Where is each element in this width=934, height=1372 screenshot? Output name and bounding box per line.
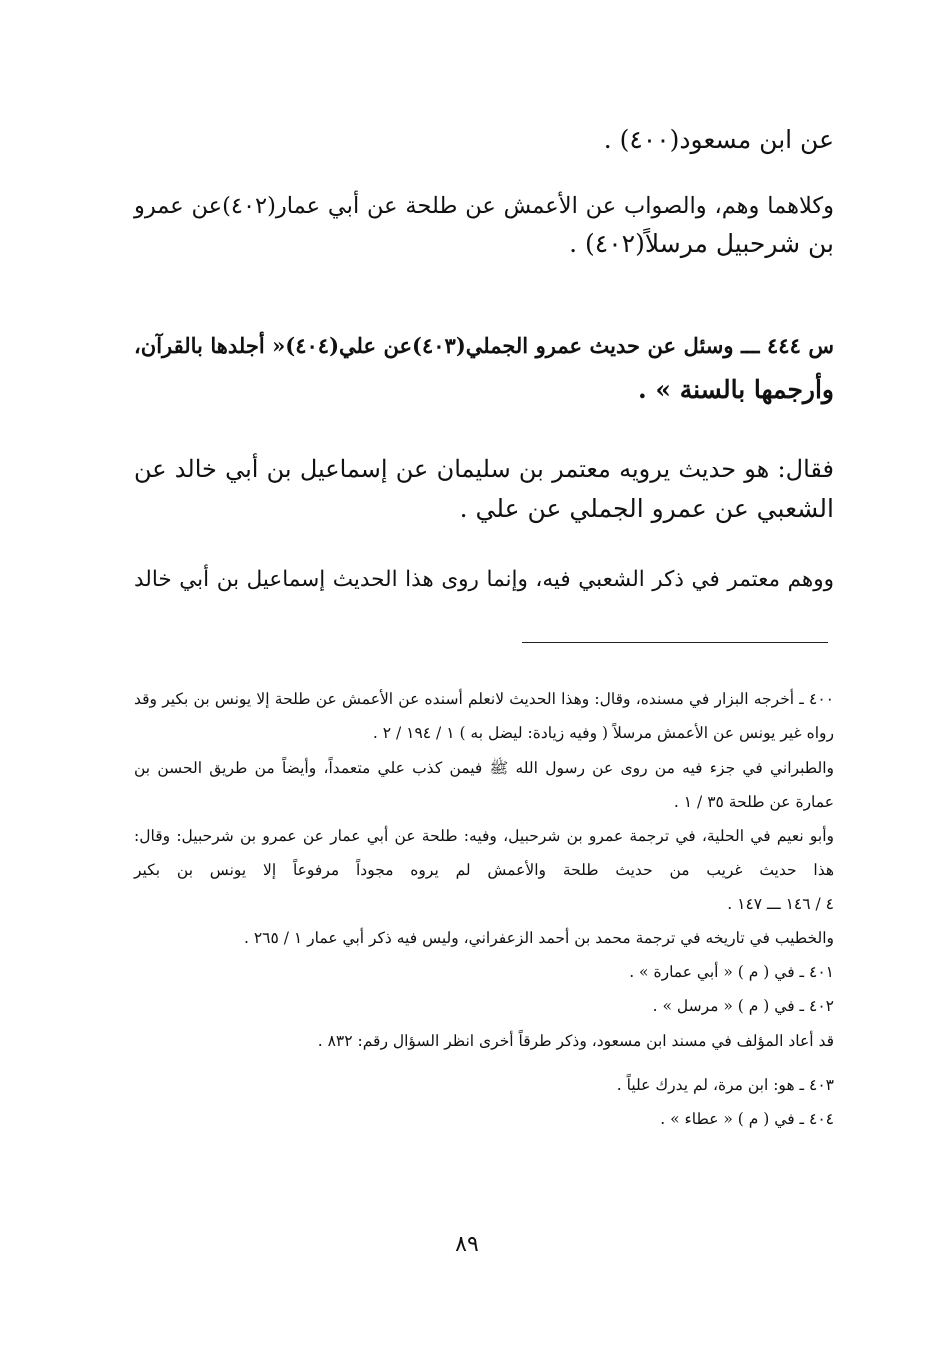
footnote-separator xyxy=(522,642,828,643)
footnote-line: ٤ / ١٤٦ ـــ ١٤٧ . xyxy=(727,895,834,913)
footnote-line: والطبراني في جزء فيه من روى عن رسول الله ﷺ فيمن كذب علي متعمداً، وأيضاً من طريق الحسن بن xyxy=(134,759,834,777)
footnote-line: قد أعاد المؤلف في مسند ابن مسعود، وذكر طرقاً أخرى انظر السؤال رقم: ٨٣٢ . xyxy=(317,1032,834,1050)
body-line: بن شرحبيل مرسلاً(٤٠٢) . xyxy=(569,229,834,258)
body-line: وكلاهما وهم، والصواب عن الأعمش عن طلحة عن أبي عمار(٤٠٢)عن عمرو xyxy=(134,193,834,219)
footnote-line: ٤٠٠ ـ أخرجه البزار في مسنده، وقال: وهذا الحديث لانعلم أسنده عن الأعمش عن طلحة إلا يونس بن بكير وقد xyxy=(134,690,834,708)
footnote-line: وأبو نعيم في الحلية، في ترجمة عمرو بن شرحبيل، وفيه: طلحة عن أبي عمار عن عمرو بن شرحبيل: وقال: xyxy=(134,827,834,845)
footnote-line: هذا حديث غريب من حديث طلحة والأعمش لم يروه مجوداً مرفوعاً إلا يونس بن بكير xyxy=(134,861,834,879)
footnote-line: ٤٠٣ ـ هو: ابن مرة، لم يدرك علياً . xyxy=(616,1076,834,1094)
body-line: ووهم معتمر في ذكر الشعبي فيه، وإنما روى هذا الحديث إسماعيل بن أبي خالد xyxy=(134,567,834,592)
question-line: س ٤٤٤ ـــ وسئل عن حديث عمرو الجملي(٤٠٣)عن علي(٤٠٤)« أجلدها بالقرآن، xyxy=(134,333,835,358)
footnote-line: رواه غير يونس عن الأعمش مرسلاً ( وفيه زيادة: ليضل به ) ١ / ١٩٤ / ٢ . xyxy=(372,724,834,742)
footnote-line: ٤٠٤ ـ في ( م ) « عطاء » . xyxy=(660,1110,834,1128)
footnote-line: ٤٠٢ ـ في ( م ) « مرسل » . xyxy=(652,997,834,1015)
footnote-line: عمارة عن طلحة ٣٥ / ١ . xyxy=(673,793,834,811)
footnote-line: ٤٠١ ـ في ( م ) « أبي عمارة » . xyxy=(629,963,834,981)
body-line: عن ابن مسعود(٤٠٠) . xyxy=(603,125,834,154)
page-number: ٨٩ xyxy=(455,1232,479,1257)
footnote-line: والخطيب في تاريخه في ترجمة محمد بن أحمد الزعفراني، وليس فيه ذكر أبي عمار ١ / ٢٦٥ . xyxy=(244,929,834,947)
body-line: فقال: هو حديث يرويه معتمر بن سليمان عن إسماعيل بن أبي خالد عن xyxy=(134,455,834,483)
body-line: الشعبي عن عمرو الجملي عن علي . xyxy=(459,494,834,523)
question-line: وأرجمها بالسنة » . xyxy=(637,375,834,404)
